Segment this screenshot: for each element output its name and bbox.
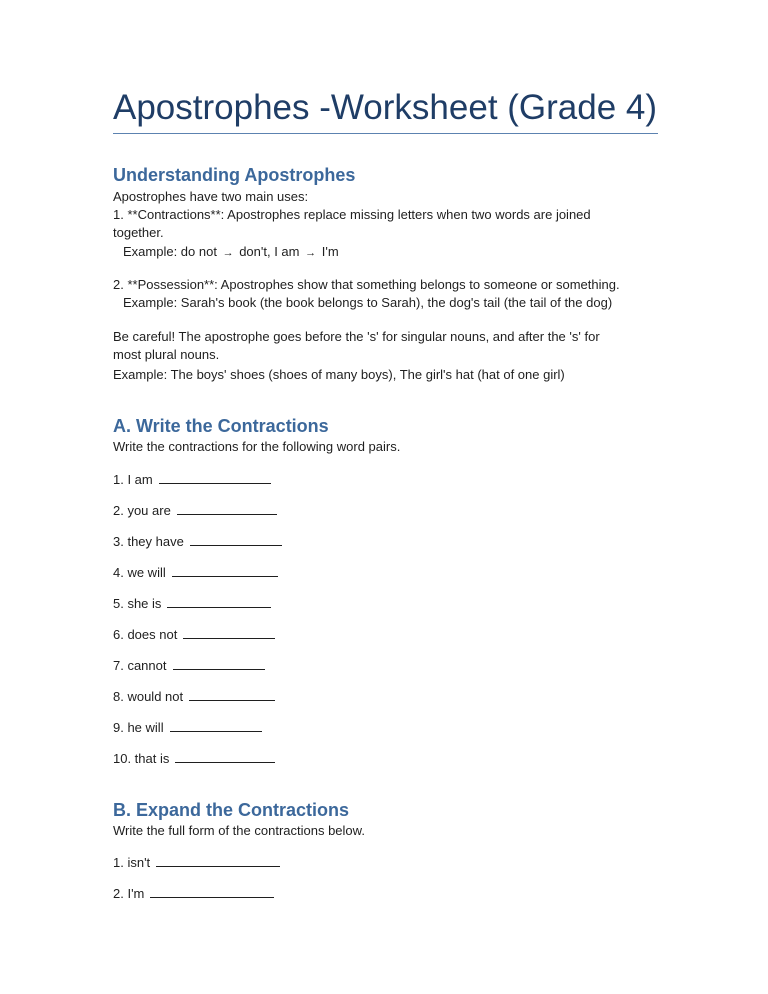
example-text: don't, I am [239,244,300,259]
exercise-item [113,853,280,872]
exercise-item [113,687,275,706]
exercise-item [113,656,265,675]
item-prompt: 1. I am [113,472,153,487]
item-prompt: 6. does not [113,627,178,642]
item-prompt: 1. isn't [113,855,151,870]
careful-note-cont: most plural nouns. [113,347,220,362]
exercise-item [113,594,271,613]
section-heading-understanding: Understanding Apostrophes [113,165,356,185]
exercise-item [113,532,282,551]
item-prompt: 10. that is [113,751,170,766]
item-prompt: 5. she is [113,596,162,611]
section-b-instructions: Write the full form of the contractions below. [113,823,365,838]
page-title: Apostrophes -Worksheet (Grade 4) [113,88,658,127]
answer-blank[interactable] [150,884,274,898]
intro-line: Apostrophes have two main uses: [113,189,309,204]
answer-blank[interactable] [172,563,278,577]
arrow-icon: → [305,247,317,259]
item-prompt: 4. we will [113,565,166,580]
example-text: Example: do not [123,244,217,259]
answer-blank[interactable] [167,594,271,608]
section-a-instructions: Write the contractions for the following word pairs. [113,439,401,454]
exercise-item [113,470,271,489]
answer-blank[interactable] [175,749,275,763]
answer-blank[interactable] [183,625,275,639]
item-prompt: 3. they have [113,534,184,549]
exercise-item [113,501,277,520]
arrow-icon: → [222,247,234,259]
answer-blank[interactable] [159,470,271,484]
answer-blank[interactable] [173,656,265,670]
plural-example: Example: The boys' shoes (shoes of many boys), The girl's hat (hat of one girl) [113,367,565,382]
contractions-definition: 1. **Contractions**: Apostrophes replace missing letters when two words are joined [113,207,591,222]
possession-example: Example: Sarah's book (the book belongs to Sarah), the dog's tail (the tail of the dog) [123,295,613,310]
exercise-item [113,884,274,903]
exercise-item [113,749,275,768]
possession-definition: 2. **Possession**: Apostrophes show that something belongs to someone or something. [113,277,620,292]
section-heading-b: B. Expand the Contractions [113,800,350,820]
title-divider [113,133,658,134]
answer-blank[interactable] [156,853,280,867]
answer-blank[interactable] [177,501,277,515]
careful-note: Be careful! The apostrophe goes before the 's' for singular nouns, and after the 's' for [113,329,600,344]
example-text: I'm [321,244,339,259]
item-prompt: 7. cannot [113,658,167,673]
section-heading-a: A. Write the Contractions [113,416,329,436]
item-prompt: 8. would not [113,689,184,704]
item-prompt: 2. I'm [113,886,145,901]
answer-blank[interactable] [189,687,275,701]
item-prompt: 2. you are [113,503,171,518]
answer-blank[interactable] [170,718,262,732]
contractions-definition-cont: together. [113,225,164,240]
exercise-item [113,625,275,644]
exercise-item [113,563,278,582]
contractions-example [113,243,339,262]
item-prompt: 9. he will [113,720,164,735]
exercise-item [113,718,262,737]
answer-blank[interactable] [190,532,282,546]
